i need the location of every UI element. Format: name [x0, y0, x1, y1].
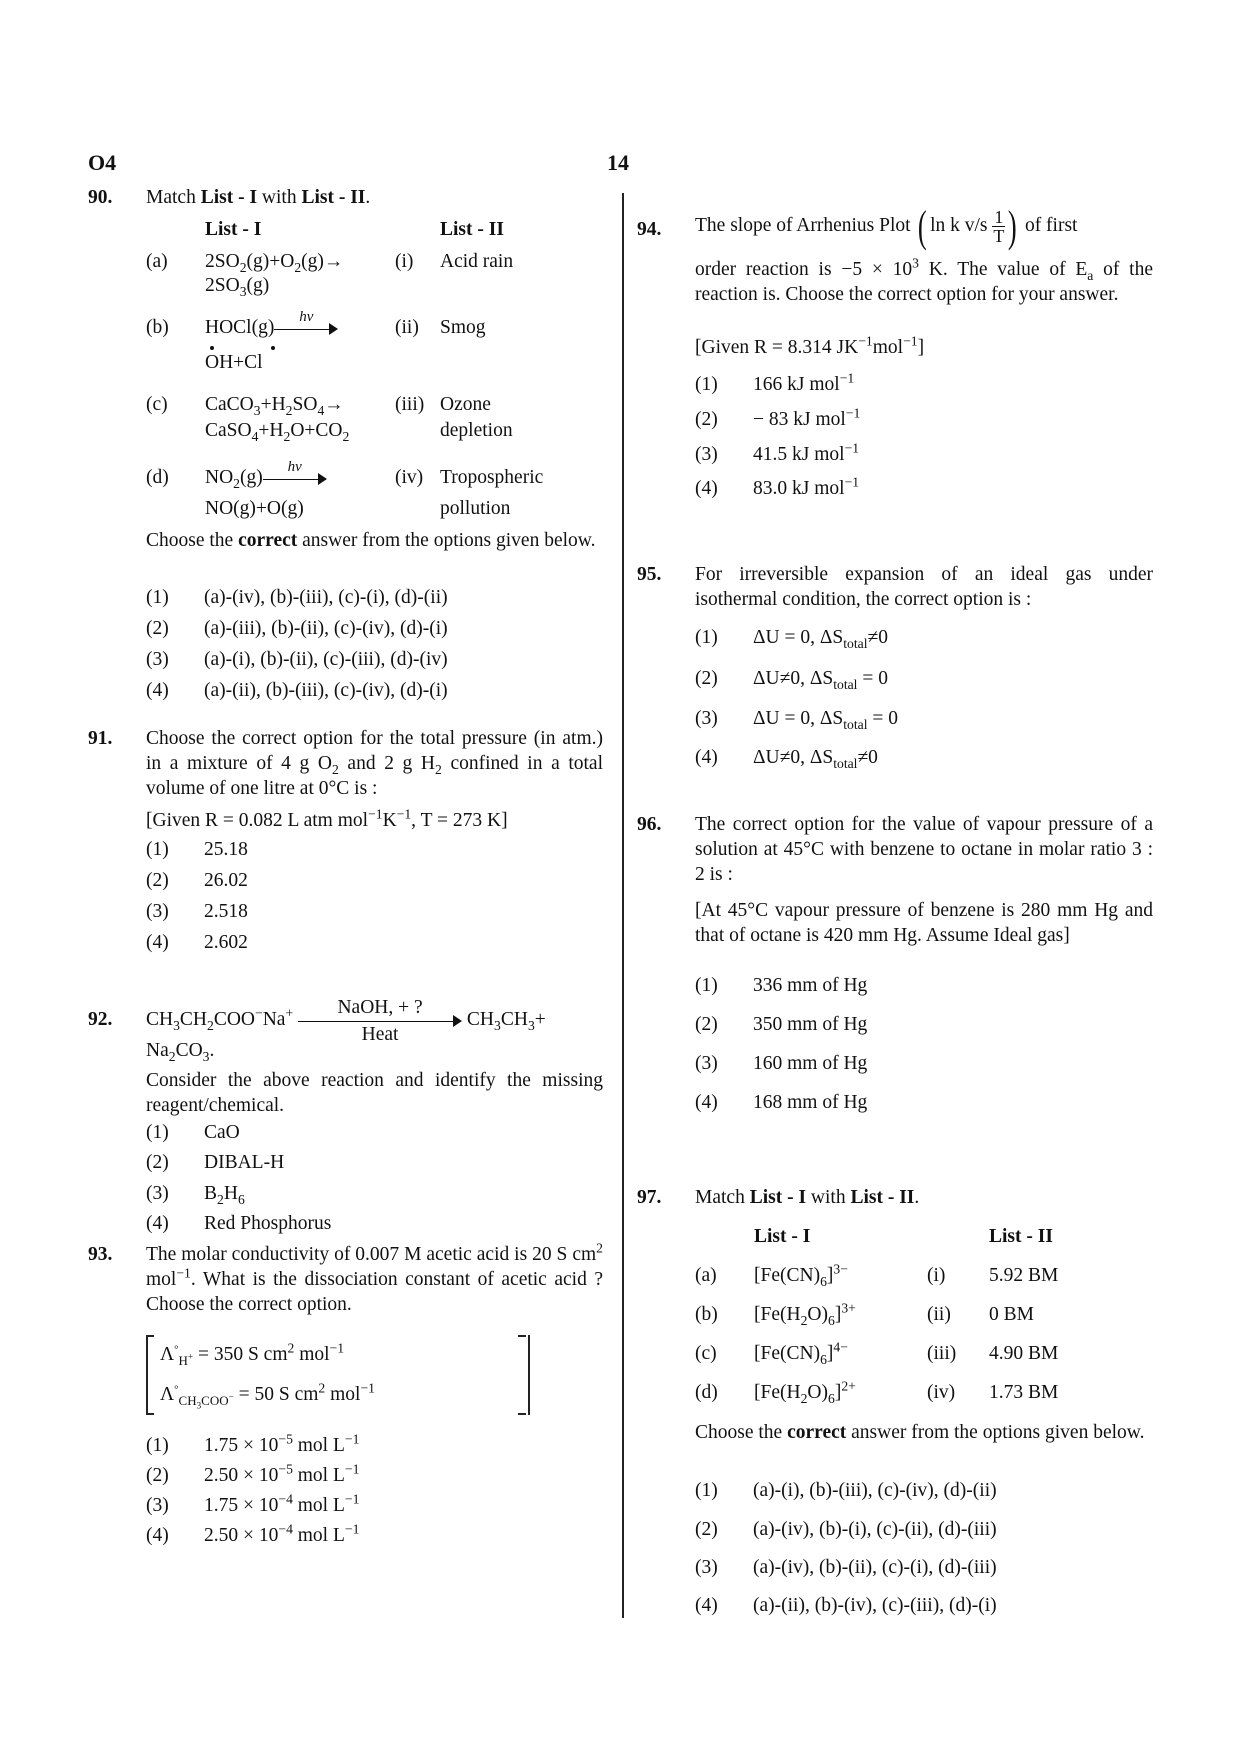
question-text-line1: The slope of Arrhenius Plot ( ln k v/s $\frac{1}{T}$ ) of first — [695, 201, 1078, 251]
complex-a: $[Fe(CN)_6]^{3-}$ — [754, 1261, 848, 1289]
question-number: 91. — [88, 728, 113, 749]
question-text: For irreversible expansion of an ideal gas under isothermal condition, the correct option is : — [695, 564, 1153, 610]
row-label: (a) — [695, 1265, 717, 1286]
row-label: (d) — [695, 1382, 718, 1403]
question-number: 97. — [637, 1187, 662, 1208]
question-text: Match List - I with List - II. — [146, 187, 371, 208]
list-2-number: (i) — [395, 251, 414, 272]
choose-instruction: Choose the correct answer from the options given below. — [695, 1422, 1145, 1443]
question-text: Match List - I with List - II. — [695, 1187, 920, 1208]
row-label: (b) — [146, 317, 169, 338]
reaction-equation: $CH_3CH_2COO^-Na^+$ NaOH, + ? Heat $CH_3CH_3+$ — [146, 996, 546, 1045]
question-number: 95. — [637, 564, 662, 585]
reaction-a: $2SO_2(g)+O_2(g)\to$ — [205, 251, 344, 275]
complex-d: $[Fe(H_2O)_6]^{2+}$ — [754, 1378, 856, 1406]
arrow-icon: hν — [263, 469, 327, 489]
list-2-value: Tropospheric — [440, 467, 544, 488]
list-1-heading: List - I — [205, 219, 262, 240]
list-2-value: 5.92 BM — [989, 1265, 1059, 1286]
question-94: 94. The slope of Arrhenius Plot ( ln k v/s $\frac{1}{T}$ ) of first order reaction is $-5 \times 10^3$ K. The value of $E_a$ of the reaction is. Choose the correct option for your answer. [Given R = 8.314 $JK^{-1}mol^{-1}$] (1) 166 kJ mol$^{-1}$ (2) − 83 kJ mol$^{-1}$ (3) 41.5 kJ mol$^{-1}$ (4) 83.0 kJ mol$^{-1}$ — [637, 185, 1153, 530]
list-1-heading: List - I — [754, 1226, 811, 1247]
list-2-number: (ii) — [927, 1304, 951, 1325]
question-number: 96. — [637, 814, 662, 835]
list-2-number: (ii) — [395, 317, 419, 338]
reaction-arrow-icon: NaOH, + ? Heat — [298, 1009, 462, 1033]
question-92: 92. $CH_3CH_2COO^-Na^+$ NaOH, + ? Heat $CH_3CH_3+$ $Na_2CO_3$. Consider the above reaction and identify the missing reagent/chemical. (1) CaO (2) DIBAL-H (3) $B_2H_6$ (4) Red Phosphorus — [88, 996, 603, 1234]
reaction-c-product: $CaSO_4+H_2O+CO_2$ — [205, 420, 350, 444]
list-2-heading: List - II — [989, 1226, 1053, 1247]
question-text: The molar conductivity of 0.007 M acetic acid is 20 S $cm^2$ mol$^{-1}$. What is the dissociation constant of acetic acid ? Choose the correct option. — [146, 1240, 603, 1315]
radical-dot-icon — [210, 346, 214, 350]
list-2-number: (iv) — [395, 467, 424, 488]
arrow-icon: hν — [274, 319, 338, 339]
list-2-value: Ozone — [440, 394, 491, 415]
reaction-a-product: $2SO_3(g)$ — [205, 275, 270, 299]
right-paren-icon: ) — [1008, 201, 1018, 251]
left-paren-icon: ( — [918, 201, 928, 251]
list-2-number: (i) — [927, 1265, 946, 1286]
list-2-value: Acid rain — [440, 251, 514, 272]
reaction-d-product: NO(g)+O(g) — [205, 498, 304, 519]
list-2-number: (iv) — [927, 1382, 956, 1403]
list-2-value: 1.73 BM — [989, 1382, 1059, 1403]
list-2-number: (iii) — [927, 1343, 957, 1364]
row-label: (a) — [146, 251, 168, 272]
exam-code: O4 — [88, 150, 117, 175]
question-number: 93. — [88, 1244, 113, 1265]
row-label: (c) — [695, 1343, 717, 1364]
complex-c: $[Fe(CN)_6]^{4-}$ — [754, 1339, 848, 1367]
reaction-c: $CaCO_3+H_2SO_4\to$ — [205, 394, 344, 418]
question-97: 97. Match List - I with List - II. List - I List - II (a) $[Fe(CN)_6]^{3-}$ (i) 5.92 BM (b) $[Fe(H_2O)_6]^{3+}$ (ii) 0 BM (c) $[Fe(CN)_6]^{4-}$ (iii) 4.90 BM (d) $[Fe(H_2O)_6]^{2+}$ (iv) 1.73 BM Choose the correct answer from the options given below. (1) (a)-(i), (b)-(iii), (c)-(iv), (d)-(ii) (2) (a)-(iv), (b)-(i), (c)-(ii), (d)-(iii) (3) (a)-(iv), (b)-(ii), (c)-(i), (d)-(iii) (4) (a)-(ii), (b)-(iv), (c)-(iii), (d)-(i) — [637, 1185, 1153, 1615]
list-2-heading: List - II — [440, 219, 504, 240]
lambda-acetate: $\Lambda^\circ_{CH_3COO^-} = 50$ S $cm^2$ mol$^{-1}$ — [160, 1380, 375, 1411]
question-95: 95. For irreversible expansion of an ideal gas under isothermal condition, the correct option is : (1) ΔU = 0, $\Delta S_{total}\ne 0$ (2) ΔU≠0, $\Delta S_{total} = 0$ (3) ΔU = 0, $\Delta S_{total} = 0$ (4) ΔU≠0, $\Delta S_{total}\ne 0$ — [637, 564, 1153, 771]
question-text: The correct option for the value of vapour pressure of a solution at 45°C with benzene to octane in molar ratio 3 : 2 is : — [695, 814, 1153, 885]
choose-instruction: Choose the correct answer from the options given below. — [146, 530, 596, 551]
question-text: order reaction is $-5 \times 10^3$ K. The value of $E_a$ of the reaction is. Choose the correct option for your answer. — [695, 255, 1153, 305]
left-column — [88, 185, 603, 1615]
fraction-1-over-t: $\frac{1}{T}$ — [993, 207, 1005, 247]
list-2-value-cont: pollution — [440, 498, 511, 519]
given-data: [Given R = 8.314 $JK^{-1}mol^{-1}$] — [695, 333, 925, 358]
question-93: 93. The molar conductivity of 0.007 M acetic acid is 20 S $cm^2$ mol$^{-1}$. What is the dissociation constant of acetic acid ? Choose the correct option. $\Lambda^\circ_{H^+} = 350$ S $cm^2$ mol$^{-1}$ $\Lambda^\circ_{CH_3COO^-} = 50$ S $cm^2$ mol$^{-1}$ (1) $1.75 \times 10^{-5}$ mol $L^{-1}$ (2) $2.50 \times 10^{-5}$ mol $L^{-1}$ (3) $1.75 \times 10^{-4}$ mol $L^{-1}$ (4) $2.50 \times 10^{-4}$ mol $L^{-1}$ — [88, 1240, 603, 1546]
reaction-d: $NO_2(g)$ hν — [205, 465, 327, 490]
list-2-value: 0 BM — [989, 1304, 1034, 1325]
lambda-h-plus: $\Lambda^\circ_{H^+} = 350$ S $cm^2$ mol$^{-1}$ — [160, 1340, 345, 1368]
question-number: 94. — [637, 219, 662, 240]
question-96: 96. The correct option for the value of vapour pressure of a solution at 45°C with benzene to octane in molar ratio 3 : 2 is : [At 45°C vapour pressure of benzene is 280 mm Hg and that of octane is 420 mm Hg. Assume Ideal gas] (1) 336 mm of Hg (2) 350 mm of Hg (3) 160 mm of Hg (4) 168 mm of Hg — [637, 814, 1153, 1113]
question-91: 91. Choose the correct option for the total pressure (in atm.) in a mixture of 4 g $O_2$ and 2 g $H_2$ confined in a total volume of one litre at 0°C is : [Given R = 0.082 L atm $mol^{-1}K^{-1}$, T = 273 K] (1) 25.18 (2) 26.02 (3) 2.518 (4) 2.602 — [88, 728, 603, 953]
question-number: 92. — [88, 1009, 113, 1030]
given-data: [At 45°C vapour pressure of benzene is 280 mm Hg and that of octane is 420 mm Hg. Assume Ideal gas] — [695, 900, 1153, 946]
row-label: (c) — [146, 394, 168, 415]
list-2-value: Smog — [440, 317, 486, 338]
page-number: 14 — [607, 150, 629, 175]
question-text: Consider the above reaction and identify the missing reagent/chemical. — [146, 1070, 603, 1116]
row-label: (b) — [695, 1304, 718, 1325]
question-90: 90. Match List - I with List - II. List - I List - II (a) $2SO_2(g)+O_2(g)\to$ $2SO_3(g)$ (i) Acid rain (b) HOCl(g) hν OH+Cl (ii) Smog (c) $CaCO_3+H_2SO_4\to$ $CaSO_4+H_2O+CO_2$ (iii) Ozone depletion (d) $NO_2(g)$ hν NO(g)+O(g) (iv) Tropospheric pollution Choose the correct answer from the options given below. (1) (a)-(iv), (b)-(iii), (c)-(i), (d)-(ii) (2) (a)-(iii), (b)-(ii), (c)-(iv), (d)-(i) (3) (a)-(i), (b)-(ii), (c)-(iii), (d)-(iv) (4) (a)-(ii), (b)-(iii), (c)-(iv), (d)-(i) — [88, 185, 603, 705]
right-column — [637, 185, 1153, 1615]
reaction-b: HOCl(g) hν — [205, 315, 338, 340]
list-2-number: (iii) — [395, 394, 425, 415]
given-data: [Given R = 0.082 L atm $mol^{-1}K^{-1}$, T = 273 K] — [146, 806, 508, 831]
list-2-value: 4.90 BM — [989, 1343, 1059, 1364]
reaction-b-product: OH+Cl — [205, 352, 263, 373]
complex-b: $[Fe(H_2O)_6]^{3+}$ — [754, 1300, 856, 1328]
row-label: (d) — [146, 467, 169, 488]
radical-dot-icon — [271, 346, 275, 350]
question-text: Choose the correct option for the total pressure (in atm.) in a mixture of 4 g $O_2$ and 2 g $H_2$ confined in a total volume of one litre at 0°C is : — [146, 728, 603, 799]
column-divider — [622, 193, 624, 1618]
question-number: 90. — [88, 187, 113, 208]
list-2-value-cont: depletion — [440, 420, 513, 441]
reaction-equation-cont: $Na_2CO_3$. — [146, 1040, 215, 1064]
